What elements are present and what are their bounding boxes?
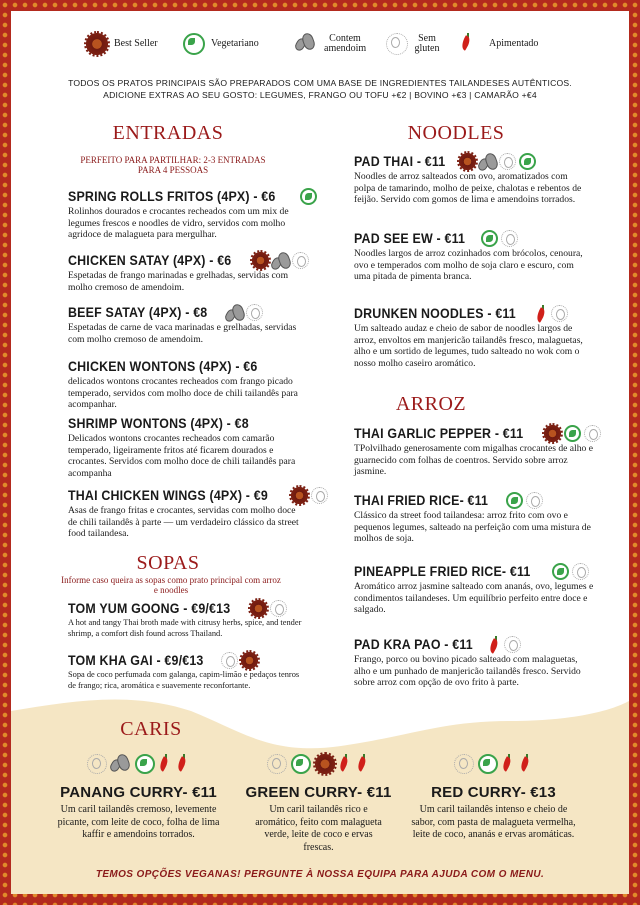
footer-note: TEMOS OPÇÕES VEGANAS! PERGUNTE À NOSSA EQUIPA PARA AJUDA COM O MENU. <box>95 869 545 880</box>
curry-icons <box>401 754 586 774</box>
gluten-free-icon <box>454 754 474 774</box>
noodles-heading: NOODLES <box>407 122 505 144</box>
menu-item-title <box>354 305 589 322</box>
gluten-free-icon <box>551 305 568 322</box>
menu-item <box>354 563 594 616</box>
menu-item-title <box>68 304 303 321</box>
curry-name: PANANG CURRY- €11 <box>60 783 217 801</box>
intro-line-2: ADICIONE EXTRAS AO SEU GOSTO: LEGUMES, FRANGO OU TOFU +€2 | BOVINO +€3 | CAMARÃO +€4 <box>103 90 537 100</box>
gluten-free-icon <box>501 230 518 247</box>
legend-item <box>386 33 440 55</box>
chili-icon <box>502 754 516 774</box>
menu-item-description: TPolvilhado generosamente com migalhas crocantes de alho e guarnecido com folhas de coentros. Servido sobre arroz jasmine. <box>354 443 593 478</box>
menu-item-title <box>68 252 303 269</box>
gluten-free-icon <box>526 492 543 509</box>
entradas-subtitle: PERFEITO PARA PARTILHAR: 2-3 ENTRADAS PARA 4 PESSOAS <box>80 155 266 175</box>
chili-icon <box>357 754 371 774</box>
menu-item-name: BEEF SATAY (4PX) - €8 <box>68 305 208 320</box>
gluten-free-icon <box>504 636 521 653</box>
vegetarian-icon <box>478 754 498 774</box>
peanut-icon <box>226 304 243 321</box>
peanut-icon <box>272 252 289 269</box>
menu-item-description: Noodles largos de arroz cozinhados com brócolos, cenoura, ovo e temperados com molho de soja claro e escuro, com uma pitada de pimenta branca. <box>354 248 583 283</box>
menu-item-name: PAD KRA PAO - €11 <box>354 637 473 652</box>
legend-label: Contem amendoim <box>324 33 367 54</box>
chili-icon <box>489 636 501 653</box>
curry-icons <box>46 754 231 774</box>
menu-item <box>354 305 589 369</box>
gluten-free-icon <box>499 153 516 170</box>
chili-icon <box>177 754 191 774</box>
menu-item-title <box>68 600 308 617</box>
menu-item-title <box>354 636 594 653</box>
chili-icon <box>339 754 353 774</box>
vegetarian-icon <box>564 425 581 442</box>
menu-item <box>354 153 589 206</box>
menu-item-description: Frango, porco ou bovino picado salteado com malaguetas, alho e um punhado de manjericão tailandês fresco. Servido sobre arroz com opção de ovo frito à parte. <box>354 654 581 689</box>
best-seller-icon <box>291 487 308 504</box>
sopas-heading: SOPAS <box>136 552 200 574</box>
curry-icons <box>226 754 411 774</box>
menu-item-name: TOM KHA GAI - €9/€13 <box>68 653 204 668</box>
intro-note <box>11 77 629 101</box>
menu-item-name: PINEAPPLE FRIED RICE- €11 <box>354 564 531 579</box>
menu-item-name: DRUNKEN NOODLES - €11 <box>354 306 516 321</box>
menu-item-title <box>354 425 594 442</box>
peanut-icon <box>111 754 131 774</box>
gluten-free-icon <box>246 304 263 321</box>
legend-label: Vegetariano <box>211 38 259 49</box>
gluten-free-icon <box>584 425 601 442</box>
menu-item-title <box>68 188 303 205</box>
menu-item-description: Noodles de arroz salteados com ovo, aromatizados com polpa de tamarindo, molho de peixe, chalotas e rebentos de feijão. Servido com gomos de lima e amendoins torrados. <box>354 171 582 206</box>
legend-item <box>183 33 259 55</box>
menu-item-name: TOM YUM GOONG - €9/€13 <box>68 601 231 616</box>
legend-label: Sem gluten <box>414 33 440 54</box>
menu-item-title <box>68 358 303 375</box>
chili-icon <box>159 754 173 774</box>
entradas-heading: ENTRADAS <box>112 122 224 144</box>
menu-item <box>68 304 303 345</box>
curry-title <box>46 782 231 802</box>
best-seller-icon <box>250 600 267 617</box>
chili-icon <box>520 754 534 774</box>
menu-item-name: PAD THAI - €11 <box>354 154 446 169</box>
legend-item <box>86 33 158 55</box>
menu-item-description: Asas de frango fritas e crocantes, servidas com molho doce de chili tailandês à parte — um verdadeiro clássico da street food tailandesa. <box>68 505 299 540</box>
curry-name: GREEN CURRY- €11 <box>245 783 392 801</box>
menu-item <box>354 230 589 283</box>
menu-item-name: PAD SEE EW - €11 <box>354 231 466 246</box>
best-seller-icon <box>544 425 561 442</box>
menu-item-description: Um salteado audaz e cheio de sabor de noodles largos de arroz, envoltos em manjericão tailandês fresco, malaguetas, alho e um sortido de legumes, tudo salteado no wok com o nosso molho caseiro aromático. <box>354 323 583 369</box>
curry-description: Um caril tailandês cremoso, levemente picante, com leite de coco, folha de lima kaffir e amendoins torrados. <box>57 804 220 840</box>
best-seller-icon <box>252 252 269 269</box>
menu-item-description: Espetadas de frango marinadas e grelhadas, servidas com molho cremoso de amendoim. <box>68 270 289 293</box>
menu-item-name: CHICKEN WONTONS (4PX) - €6 <box>68 359 258 374</box>
menu-item <box>68 600 308 639</box>
gluten-free-icon <box>87 754 107 774</box>
intro-line-1: TODOS OS PRATOS PRINCIPAIS SÃO PREPARADOS COM UMA BASE DE INGREDIENTES TAILANDESES AUTÊNTICOS. <box>68 78 572 88</box>
arroz-heading: ARROZ <box>395 393 467 415</box>
menu-item <box>354 492 594 545</box>
best-seller-icon <box>315 754 335 774</box>
menu-item-title <box>354 230 589 247</box>
best-seller-icon <box>241 652 258 669</box>
vegetarian-icon <box>183 33 205 55</box>
curry-description: Um caril tailandês intenso e cheio de sabor, com pasta de malagueta vermelha, leite de coco, ananás e ervas aromáticas. <box>411 804 576 840</box>
menu-item-description: Espetadas de carne de vaca marinadas e grelhadas, servidas com molho cremoso de amendoim. <box>68 322 297 345</box>
gluten-free-icon <box>386 33 408 55</box>
icon-legend <box>11 30 629 60</box>
menu-item-title <box>68 652 308 669</box>
menu-item-description: A hot and tangy Thai broth made with citrusy herbs, spice, and tender shrimp, a comfort dish found across Thailand. <box>68 618 302 638</box>
gluten-free-icon <box>292 252 309 269</box>
best-seller-icon <box>86 33 108 55</box>
legend-label: Best Seller <box>114 38 158 49</box>
menu-item <box>354 425 594 478</box>
curry-item <box>226 754 411 854</box>
best-seller-icon <box>459 153 476 170</box>
menu-item-description: Clássico da street food tailandesa: arroz frito com ovo e pequenos legumes, salteado na perfeição com uma mistura de molhos de soja. <box>354 510 591 545</box>
menu-item-description: Aromático arroz jasmine salteado com ananás, ovo, legumes e condimentos tailandeses. Um equilíbrio perfeito entre doce e salgado. <box>354 581 594 616</box>
vegetarian-icon <box>481 230 498 247</box>
menu-item <box>68 358 303 411</box>
curry-name: RED CURRY- €13 <box>431 783 556 801</box>
menu-item-title <box>354 563 594 580</box>
vegetarian-icon <box>552 563 569 580</box>
menu-item <box>68 652 308 691</box>
menu-item-title <box>68 415 303 432</box>
vegetarian-icon <box>506 492 523 509</box>
sopas-subtitle: Informe caso queira as sopas como prato principal com arroz e noodles <box>61 575 281 595</box>
chili-icon <box>536 305 548 322</box>
peanut-icon <box>296 33 318 55</box>
gluten-free-icon <box>221 652 238 669</box>
caris-heading: CARIS <box>120 718 182 740</box>
menu-item-name: CHICKEN SATAY (4PX) - €6 <box>68 253 232 268</box>
menu-item-description: Delicados wontons crocantes recheados com camarão temperado, ligeiramente fritos até ficarem dourados e crocantes. Servidos com molho doce de chili tailandês para acompanha <box>68 433 296 479</box>
menu-item-name: THAI FRIED RICE- €11 <box>354 493 489 508</box>
legend-item <box>461 33 538 55</box>
menu-page <box>11 11 629 894</box>
curry-item <box>46 754 231 842</box>
menu-item-description: Sopa de coco perfumada com galanga, capim-limão e pedaços tenros de frango; rica, aromática e suavemente reconfortante. <box>68 670 300 690</box>
legend-item <box>296 33 366 55</box>
gluten-free-icon <box>270 600 287 617</box>
vegetarian-icon <box>135 754 155 774</box>
gluten-free-icon <box>572 563 589 580</box>
menu-item <box>68 415 303 479</box>
legend-label: Apimentado <box>489 38 539 49</box>
menu-item-name: SHRIMP WONTONS (4PX) - €8 <box>68 416 249 431</box>
menu-item <box>354 636 594 689</box>
vegetarian-icon <box>300 188 317 205</box>
menu-item-title <box>68 487 303 504</box>
menu-item <box>68 487 303 540</box>
menu-item <box>68 252 303 293</box>
menu-item-name: THAI GARLIC PEPPER - €11 <box>354 426 524 441</box>
curry-title <box>226 782 411 802</box>
menu-item-name: THAI CHICKEN WINGS (4PX) - €9 <box>68 488 268 503</box>
peanut-icon <box>479 153 496 170</box>
menu-item-title <box>354 153 589 170</box>
vegetarian-icon <box>519 153 536 170</box>
menu-item <box>68 188 303 241</box>
menu-item-title <box>354 492 594 509</box>
gluten-free-icon <box>267 754 287 774</box>
curry-item <box>401 754 586 842</box>
menu-item-description: delicados wontons crocantes recheados com frango picado temperado, servidos com molho doce de chili tailandês para acompanhar. <box>68 376 298 411</box>
menu-item-name: SPRING ROLLS FRITOS (4PX) - €6 <box>68 189 276 204</box>
curry-title <box>401 782 586 802</box>
vegetarian-icon <box>291 754 311 774</box>
chili-icon <box>461 33 483 55</box>
menu-item-description: Rolinhos dourados e crocantes recheados com um mix de legumes frescos e noodles de vidro, servidos com molho agridoce de malagueta para mergulhar. <box>68 206 289 241</box>
curry-description: Um caril tailandês rico e aromático, feito com malagueta verde, leite de coco e ervas frescas. <box>255 804 382 853</box>
